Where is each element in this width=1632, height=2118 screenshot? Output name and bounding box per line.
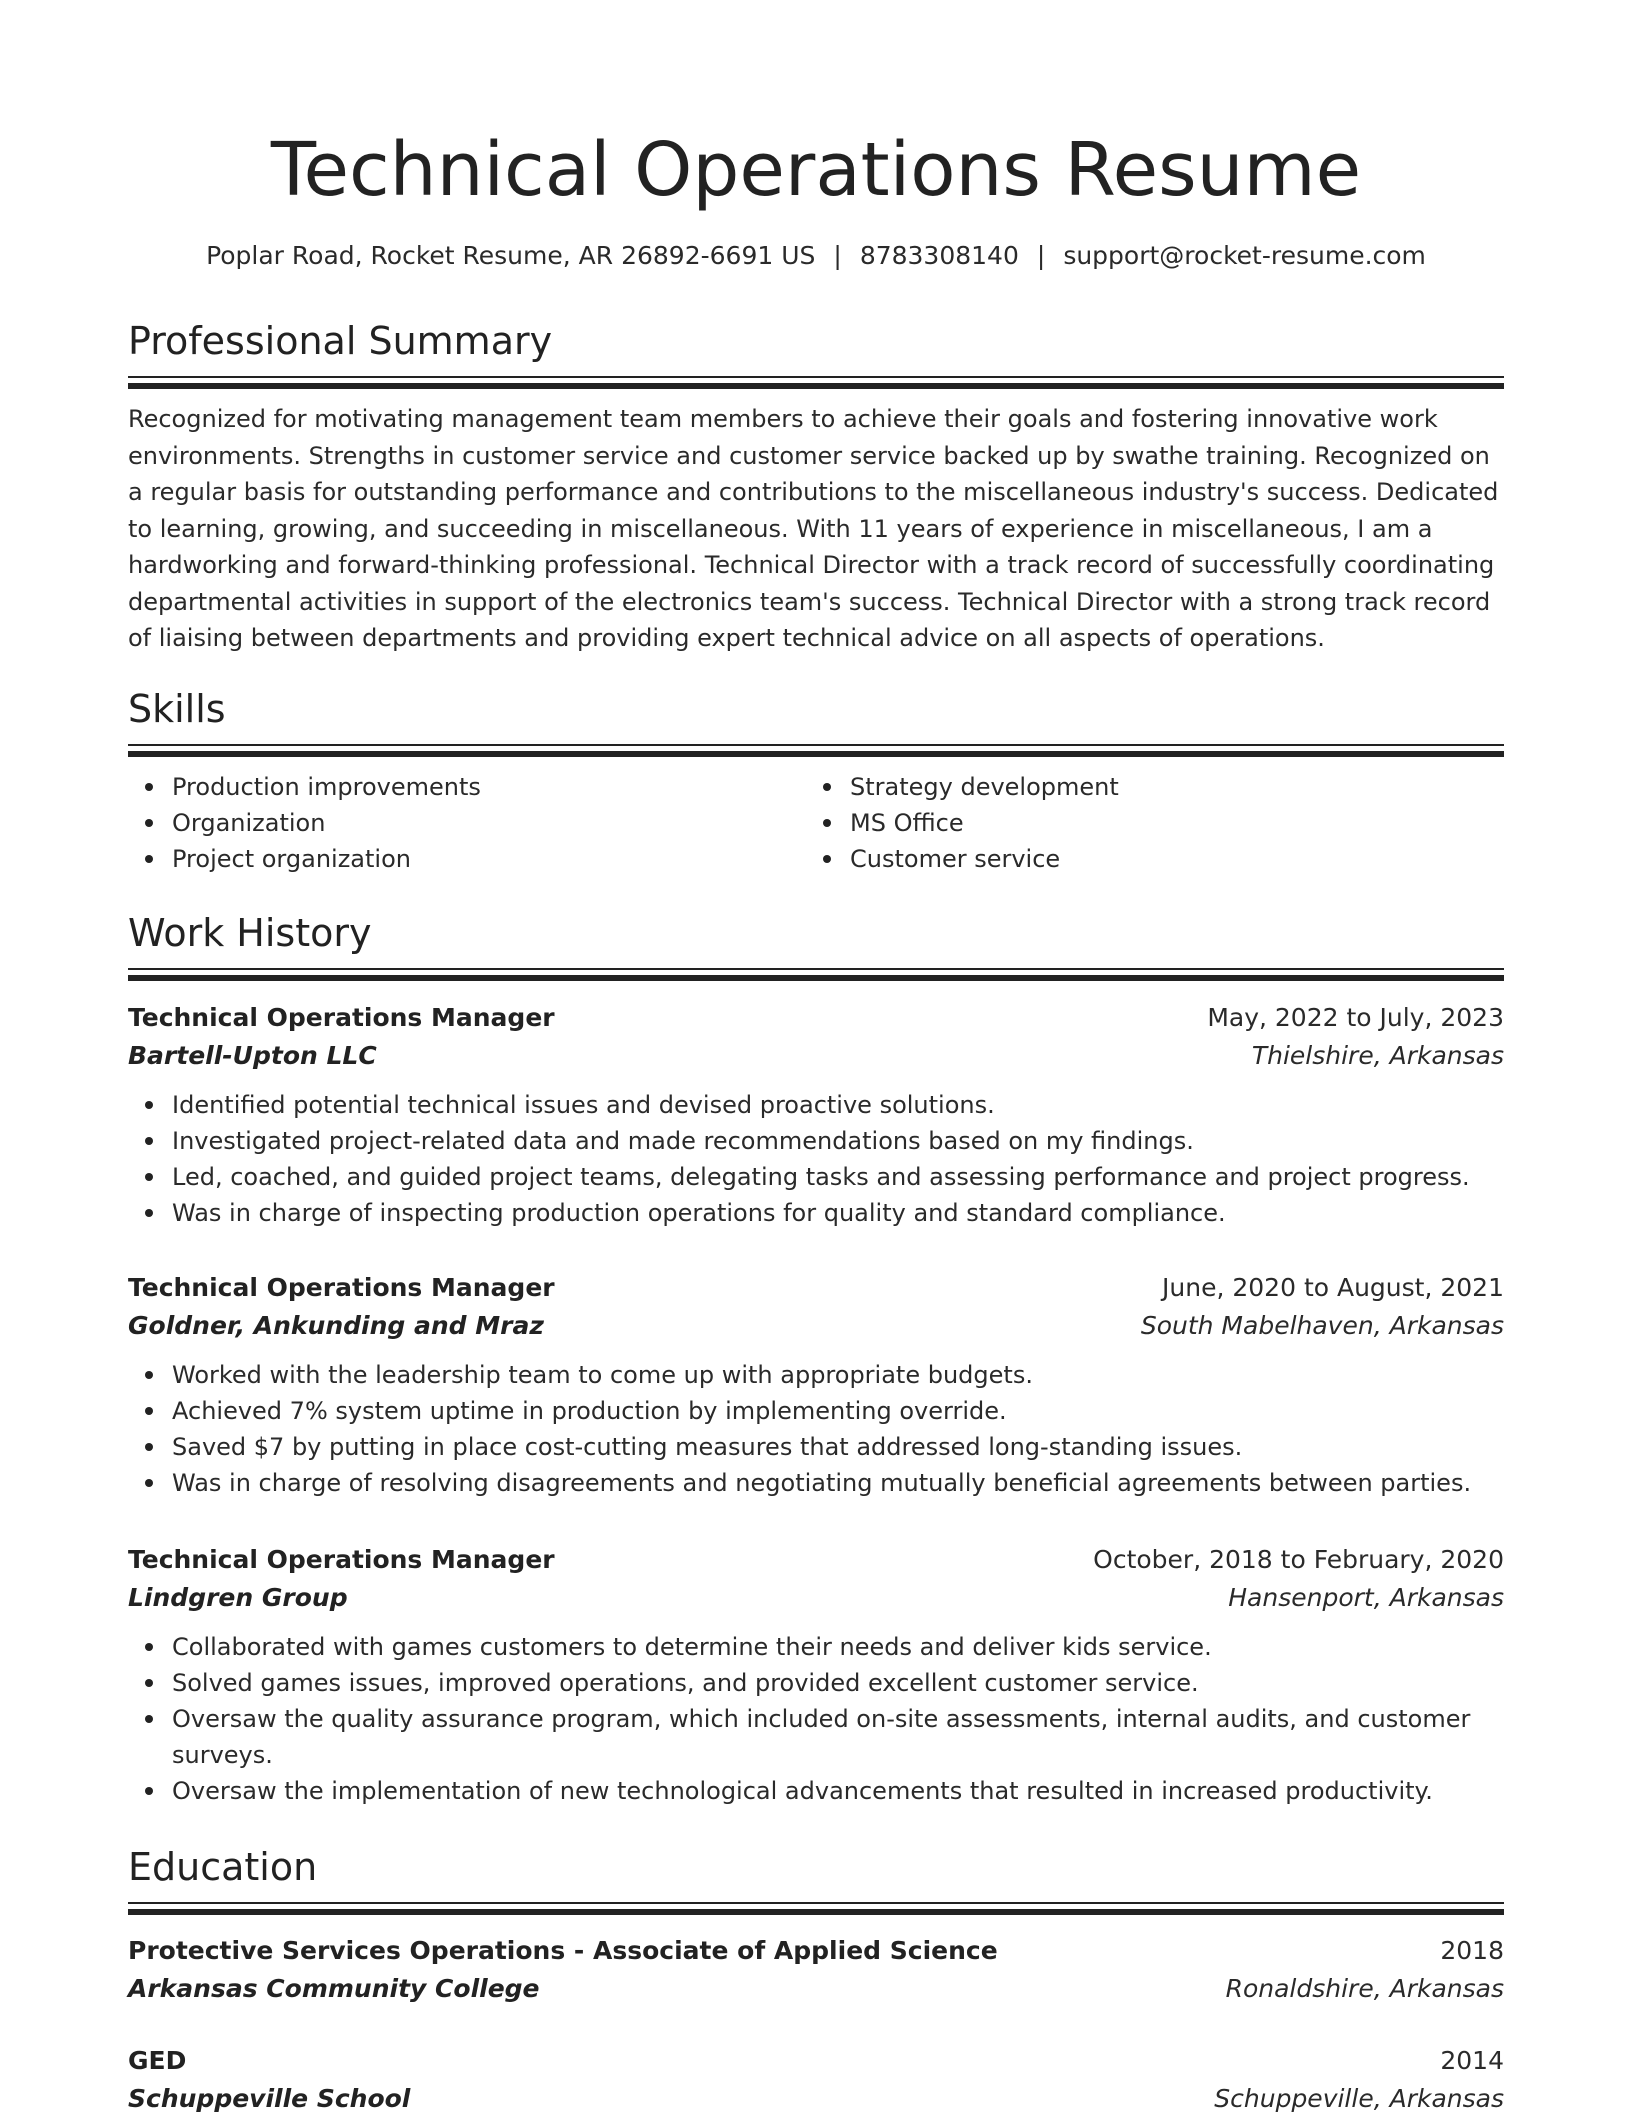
- job-title: Technical Operations Manager: [128, 1273, 555, 1302]
- work-history-heading: Work History: [128, 911, 372, 955]
- job-bullet: Oversaw the implementation of new technological advancements that resulted in increased productivity.: [172, 1773, 1504, 1809]
- skill-item: Customer service: [850, 841, 1484, 877]
- section-divider: [128, 744, 1504, 757]
- job-bullets: [128, 1629, 1504, 1809]
- job-company: Goldner, Ankunding and Mraz: [128, 1311, 544, 1340]
- education-location: Ronaldshire, Arkansas: [1225, 1974, 1504, 2003]
- contact-address: Poplar Road, Rocket Resume, AR 26892-6691 US: [206, 241, 816, 270]
- job-bullet: Led, coached, and guided project teams, delegating tasks and assessing performance and project progress.: [172, 1159, 1504, 1195]
- education-school: Schuppeville School: [128, 2084, 411, 2113]
- summary-section: [128, 316, 1504, 657]
- job-bullet: Achieved 7% system uptime in production by implementing override.: [172, 1393, 1504, 1429]
- resume-title: Technical Operations Resume: [270, 127, 1362, 213]
- job-bullet: Was in charge of resolving disagreements and negotiating mutually beneficial agreements between parties.: [172, 1465, 1504, 1501]
- job-location: Thielshire, Arkansas: [1251, 1041, 1504, 1070]
- job-entry: [128, 1269, 1504, 1501]
- education-heading: Education: [128, 1845, 318, 1889]
- job-company: Bartell-Upton LLC: [128, 1041, 377, 1070]
- skill-item: Strategy development: [850, 769, 1484, 805]
- skill-item: Project organization: [172, 841, 806, 877]
- contact-email: support@rocket-resume.com: [1063, 241, 1426, 270]
- job-location: Hansenport, Arkansas: [1228, 1583, 1504, 1612]
- skill-item: Production improvements: [172, 769, 806, 805]
- section-divider: [128, 376, 1504, 389]
- job-entry: [128, 999, 1504, 1231]
- education-section: [128, 1842, 1504, 1915]
- education-location: Schuppeville, Arkansas: [1214, 2084, 1504, 2113]
- job-bullet: Oversaw the quality assurance program, which included on-site assessments, internal audits, and customer surveys.: [172, 1701, 1504, 1773]
- contact-separator: |: [833, 241, 842, 270]
- education-entry: [128, 2042, 1504, 2118]
- job-bullet: Collaborated with games customers to determine their needs and deliver kids service.: [172, 1629, 1504, 1665]
- summary-text: Recognized for motivating management team members to achieve their goals and fostering innovative work environments. Strengths in customer service and customer service backed up by swathe training. Recognized on a regular basis for outstanding performance and contributions to the miscellaneous industry's success. Dedicated to learning, growing, and succeeding in miscellaneous. With 11 years of experience in miscellaneous, I am a hardworking and forward-thinking professional. Technical Director with a track record of successfully coordinating departmental activities in support of the electronics team's success. Technical Director with a strong track record of liaising between departments and providing expert technical advice on all aspects of operations.: [128, 405, 1499, 652]
- education-degree: Protective Services Operations - Associate of Applied Science: [128, 1936, 998, 1965]
- job-dates: October, 2018 to February, 2020: [1093, 1545, 1504, 1574]
- job-title: Technical Operations Manager: [128, 1545, 555, 1574]
- job-bullet: Was in charge of inspecting production operations for quality and standard compliance.: [172, 1195, 1504, 1231]
- contact-separator: |: [1036, 241, 1046, 270]
- job-dates: June, 2020 to August, 2021: [1162, 1273, 1504, 1302]
- education-year: 2014: [1440, 2046, 1504, 2075]
- job-dates: May, 2022 to July, 2023: [1207, 1003, 1504, 1032]
- job-bullet: Investigated project-related data and made recommendations based on my findings.: [172, 1123, 1504, 1159]
- contact-line: [128, 236, 1504, 276]
- skills-column-left: [128, 769, 806, 877]
- section-divider: [128, 968, 1504, 981]
- job-location: South Mabelhaven, Arkansas: [1140, 1311, 1504, 1340]
- skills-heading: Skills: [128, 687, 226, 731]
- job-entry: [128, 1541, 1504, 1809]
- summary-heading: Professional Summary: [128, 319, 553, 363]
- education-school: Arkansas Community College: [128, 1974, 540, 2003]
- job-bullets: [128, 1087, 1504, 1231]
- job-company: Lindgren Group: [128, 1583, 348, 1612]
- skills-section: [128, 684, 1504, 877]
- education-entry: [128, 1932, 1504, 2008]
- work-history-section: [128, 908, 1504, 981]
- job-title: Technical Operations Manager: [128, 1003, 555, 1032]
- education-year: 2018: [1440, 1936, 1504, 1965]
- section-divider: [128, 1902, 1504, 1915]
- skills-column-right: [806, 769, 1484, 877]
- skill-item: MS Office: [850, 805, 1484, 841]
- education-degree: GED: [128, 2046, 187, 2075]
- job-bullet: Solved games issues, improved operations, and provided excellent customer service.: [172, 1665, 1504, 1701]
- skills-grid: [128, 769, 1504, 877]
- job-bullet: Saved $7 by putting in place cost-cutting measures that addressed long-standing issues.: [172, 1429, 1504, 1465]
- job-bullet: Worked with the leadership team to come up with appropriate budgets.: [172, 1357, 1504, 1393]
- job-bullet: Identified potential technical issues and devised proactive solutions.: [172, 1087, 1504, 1123]
- contact-phone: 8783308140: [859, 241, 1019, 270]
- skill-item: Organization: [172, 805, 806, 841]
- job-bullets: [128, 1357, 1504, 1501]
